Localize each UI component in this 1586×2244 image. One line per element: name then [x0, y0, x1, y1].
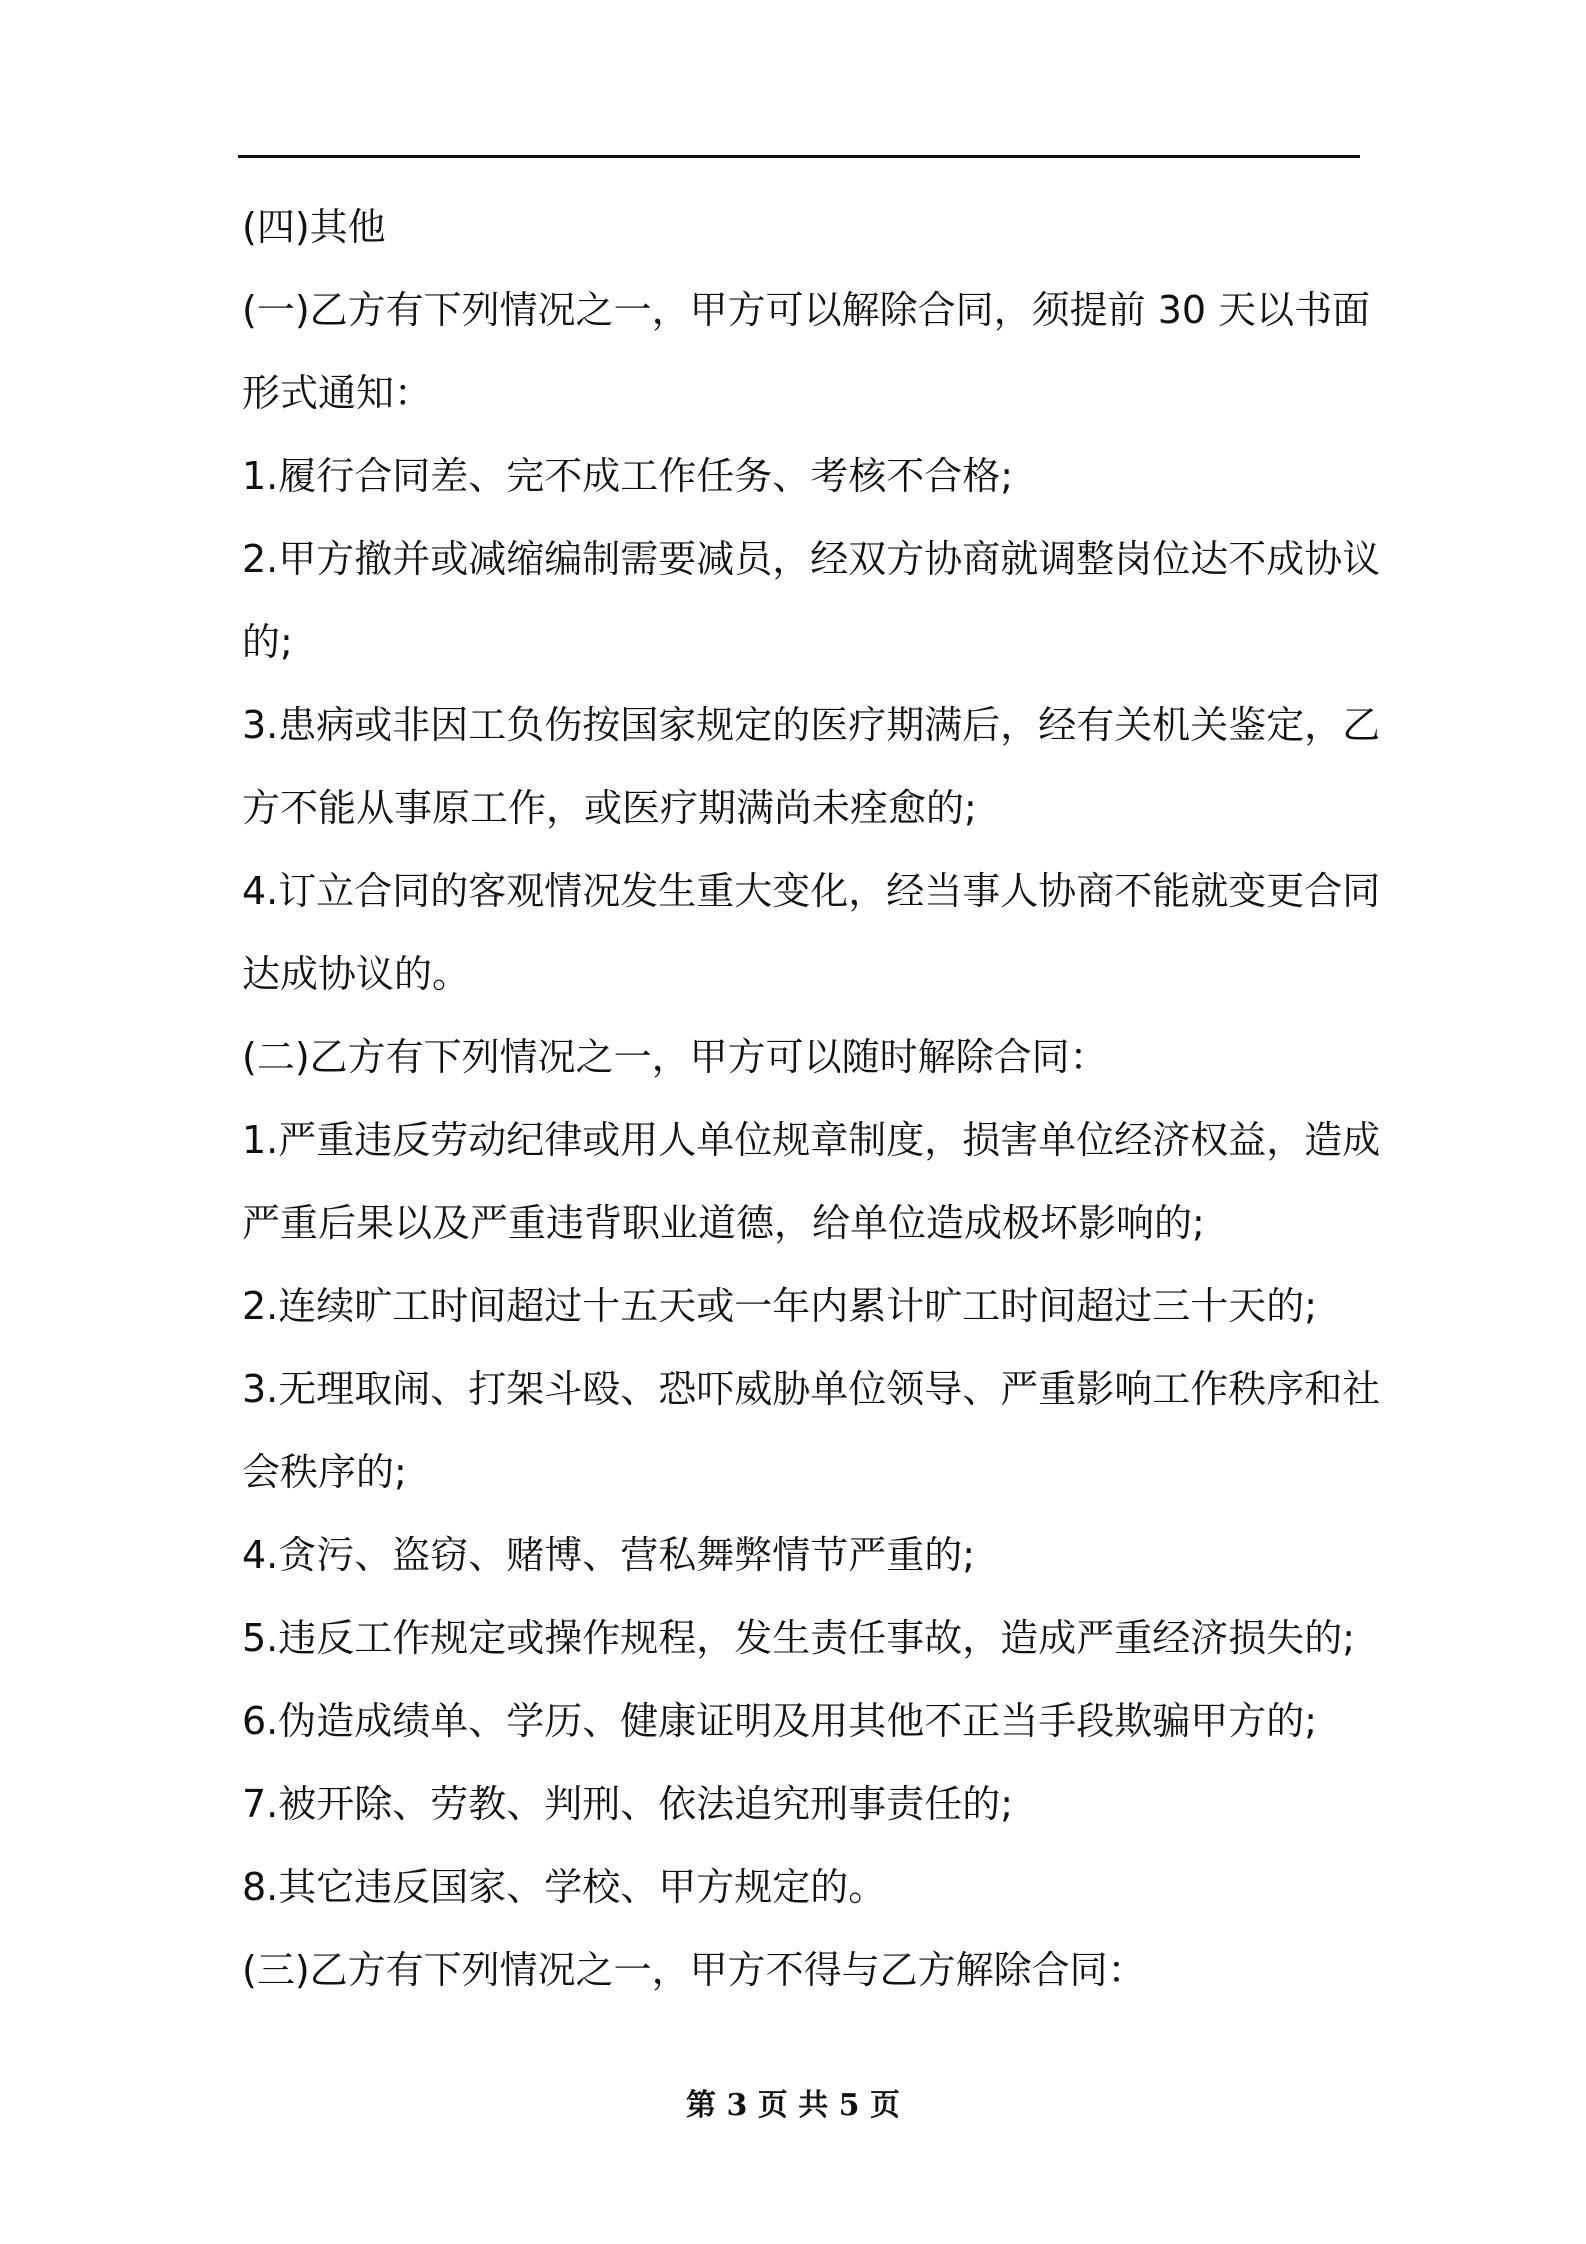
- paragraph-line: (三)乙方有下列情况之一，甲方不得与乙方解除合同：: [242, 1948, 1146, 1992]
- paragraph-line: 1.履行合同差、完不成工作任务、考核不合格;: [242, 454, 1014, 498]
- paragraph-line: 8.其它违反国家、学校、甲方规定的。: [242, 1865, 887, 1909]
- paragraph-line: 4.订立合同的客观情况发生重大变化，经当事人协商不能就变更合同: [242, 869, 1381, 913]
- paragraph-line: 2.连续旷工时间超过十五天或一年内累计旷工时间超过三十天的;: [242, 1284, 1318, 1328]
- paragraph-line: 方不能从事原工作，或医疗期满尚未痊愈的;: [242, 786, 977, 830]
- paragraph-line: 形式通知：: [242, 371, 433, 415]
- paragraph-line: (四)其他: [242, 205, 386, 249]
- paragraph-line: 6.伪造成绩单、学历、健康证明及用其他不正当手段欺骗甲方的;: [242, 1699, 1318, 1743]
- paragraph-line: 3.无理取闹、打架斗殴、恐吓威胁单位领导、严重影响工作秩序和社: [242, 1367, 1381, 1411]
- paragraph-line: 会秩序的;: [242, 1450, 407, 1494]
- paragraph-line: 的;: [242, 620, 293, 664]
- paragraph-line: 严重后果以及严重违背职业道德，给单位造成极坏影响的;: [242, 1201, 1205, 1245]
- page-number-footer: 第 3 页 共 5 页: [686, 2088, 900, 2123]
- paragraph-line: 5.违反工作规定或操作规程，发生责任事故，造成严重经济损失的;: [242, 1616, 1356, 1660]
- paragraph-line: 1.严重违反劳动纪律或用人单位规章制度，损害单位经济权益，造成: [242, 1118, 1381, 1162]
- paragraph-line: 7.被开除、劳教、判刑、依法追究刑事责任的;: [242, 1782, 1014, 1826]
- paragraph-line: (一)乙方有下列情况之一，甲方可以解除合同，须提前 30 天以书面: [242, 288, 1371, 332]
- paragraph-line: 3.患病或非因工负伤按国家规定的医疗期满后，经有关机关鉴定，乙: [242, 703, 1381, 747]
- paragraph-line: 4.贪污、盗窃、赌博、营私舞弊情节严重的;: [242, 1533, 976, 1577]
- paragraph-line: 达成协议的。: [242, 952, 471, 996]
- paragraph-line: (二)乙方有下列情况之一，甲方可以随时解除合同：: [242, 1035, 1108, 1079]
- header-rule: [238, 155, 1360, 158]
- paragraph-line: 2.甲方撤并或减缩编制需要减员，经双方协商就调整岗位达不成协议: [242, 537, 1381, 581]
